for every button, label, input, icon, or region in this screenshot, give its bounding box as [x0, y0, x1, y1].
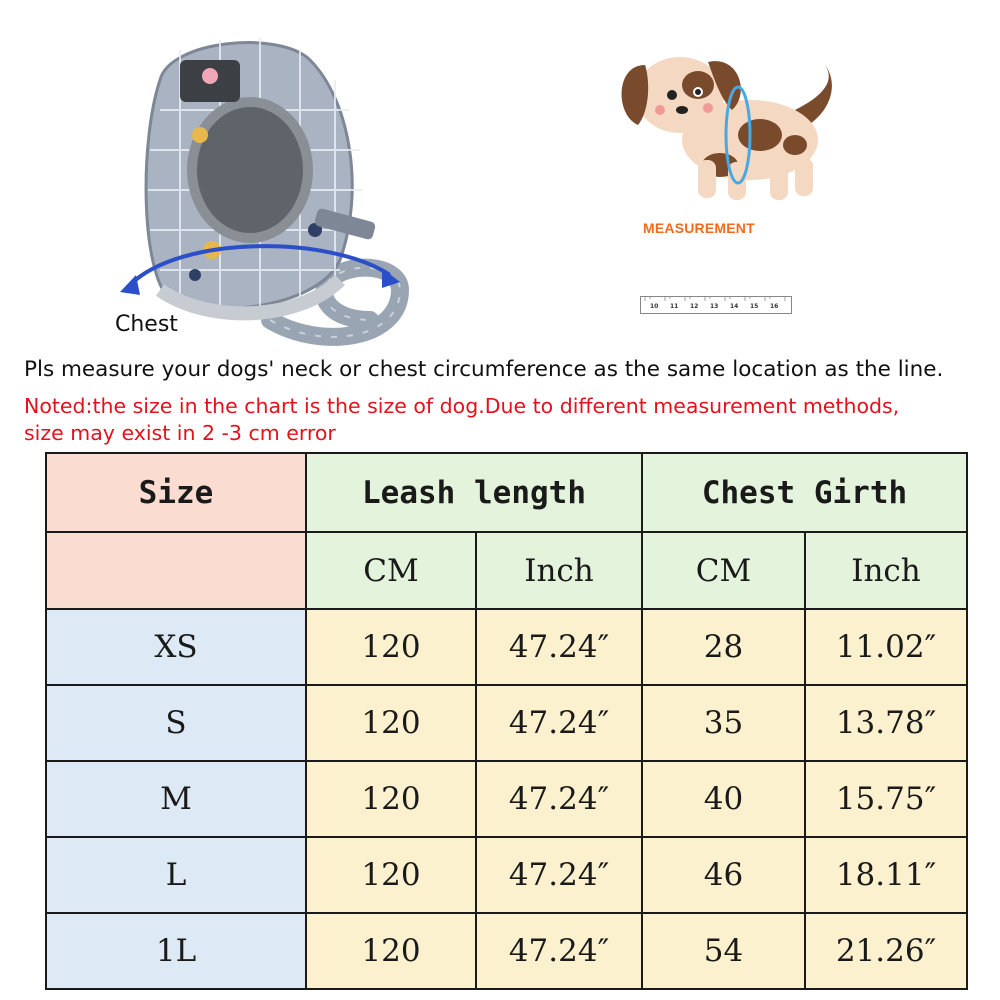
- chest-inch-cell: 11.02″: [805, 609, 967, 685]
- leash-inch-header: Inch: [476, 532, 642, 609]
- ruler-number: 12: [690, 303, 699, 310]
- chest-cm-cell: 46: [642, 837, 805, 913]
- chest-inch-cell: 18.11″: [805, 837, 967, 913]
- table-header-row: [46, 453, 967, 532]
- leash-inch-cell: 47.24″: [476, 609, 642, 685]
- ruler-number: 10: [650, 303, 659, 310]
- size-note-line-2: size may exist in 2 -3 cm error: [24, 421, 336, 445]
- measure-instruction: Pls measure your dogs' neck or chest circumference as the same location as the line.: [24, 357, 944, 382]
- chest-cm-cell: 54: [642, 913, 805, 989]
- size-cell: L: [46, 837, 306, 913]
- size-cell: 1L: [46, 913, 306, 989]
- size-note: [24, 393, 999, 447]
- size-header: Size: [46, 453, 306, 532]
- size-note-line-1: Noted:the size in the chart is the size of dog.Due to different measurement methods,: [24, 394, 900, 418]
- table-row: [46, 609, 967, 685]
- chest-inch-header: Inch: [805, 532, 967, 609]
- ruler-icon: [640, 296, 792, 314]
- leash-cm-cell: 120: [306, 761, 476, 837]
- size-chart-table: [45, 452, 968, 990]
- table-unit-row: [46, 532, 967, 609]
- size-cell: XS: [46, 609, 306, 685]
- leash-inch-cell: 47.24″: [476, 685, 642, 761]
- chest-inch-cell: 21.26″: [805, 913, 967, 989]
- ruler-number: 15: [750, 303, 759, 310]
- dog-illustration: [610, 40, 850, 220]
- leash-length-header: Leash length: [306, 453, 642, 532]
- leash-inch-cell: 47.24″: [476, 837, 642, 913]
- ruler-number: 13: [710, 303, 719, 310]
- leash-inch-cell: 47.24″: [476, 913, 642, 989]
- chest-label: Chest: [115, 312, 178, 337]
- ruler-number: 16: [770, 303, 779, 310]
- chest-inch-cell: 13.78″: [805, 685, 967, 761]
- size-cell: S: [46, 685, 306, 761]
- size-header-blank: [46, 532, 306, 609]
- harness-image: [100, 20, 420, 350]
- table-row: [46, 837, 967, 913]
- leash-cm-header: CM: [306, 532, 476, 609]
- chest-cm-cell: 35: [642, 685, 805, 761]
- ruler-number: 11: [670, 303, 679, 310]
- chest-inch-cell: 15.75″: [805, 761, 967, 837]
- leash-cm-cell: 120: [306, 685, 476, 761]
- leash-inch-cell: 47.24″: [476, 761, 642, 837]
- table-row: [46, 913, 967, 989]
- size-cell: M: [46, 761, 306, 837]
- leash-cm-cell: 120: [306, 837, 476, 913]
- ruler-number: 14: [730, 303, 739, 310]
- leash-cm-cell: 120: [306, 609, 476, 685]
- chest-girth-header: Chest Girth: [642, 453, 967, 532]
- chest-cm-header: CM: [642, 532, 805, 609]
- table-row: [46, 761, 967, 837]
- measurement-label: MEASUREMENT: [643, 220, 755, 236]
- table-row: [46, 685, 967, 761]
- chest-cm-cell: 40: [642, 761, 805, 837]
- chest-cm-cell: 28: [642, 609, 805, 685]
- leash-cm-cell: 120: [306, 913, 476, 989]
